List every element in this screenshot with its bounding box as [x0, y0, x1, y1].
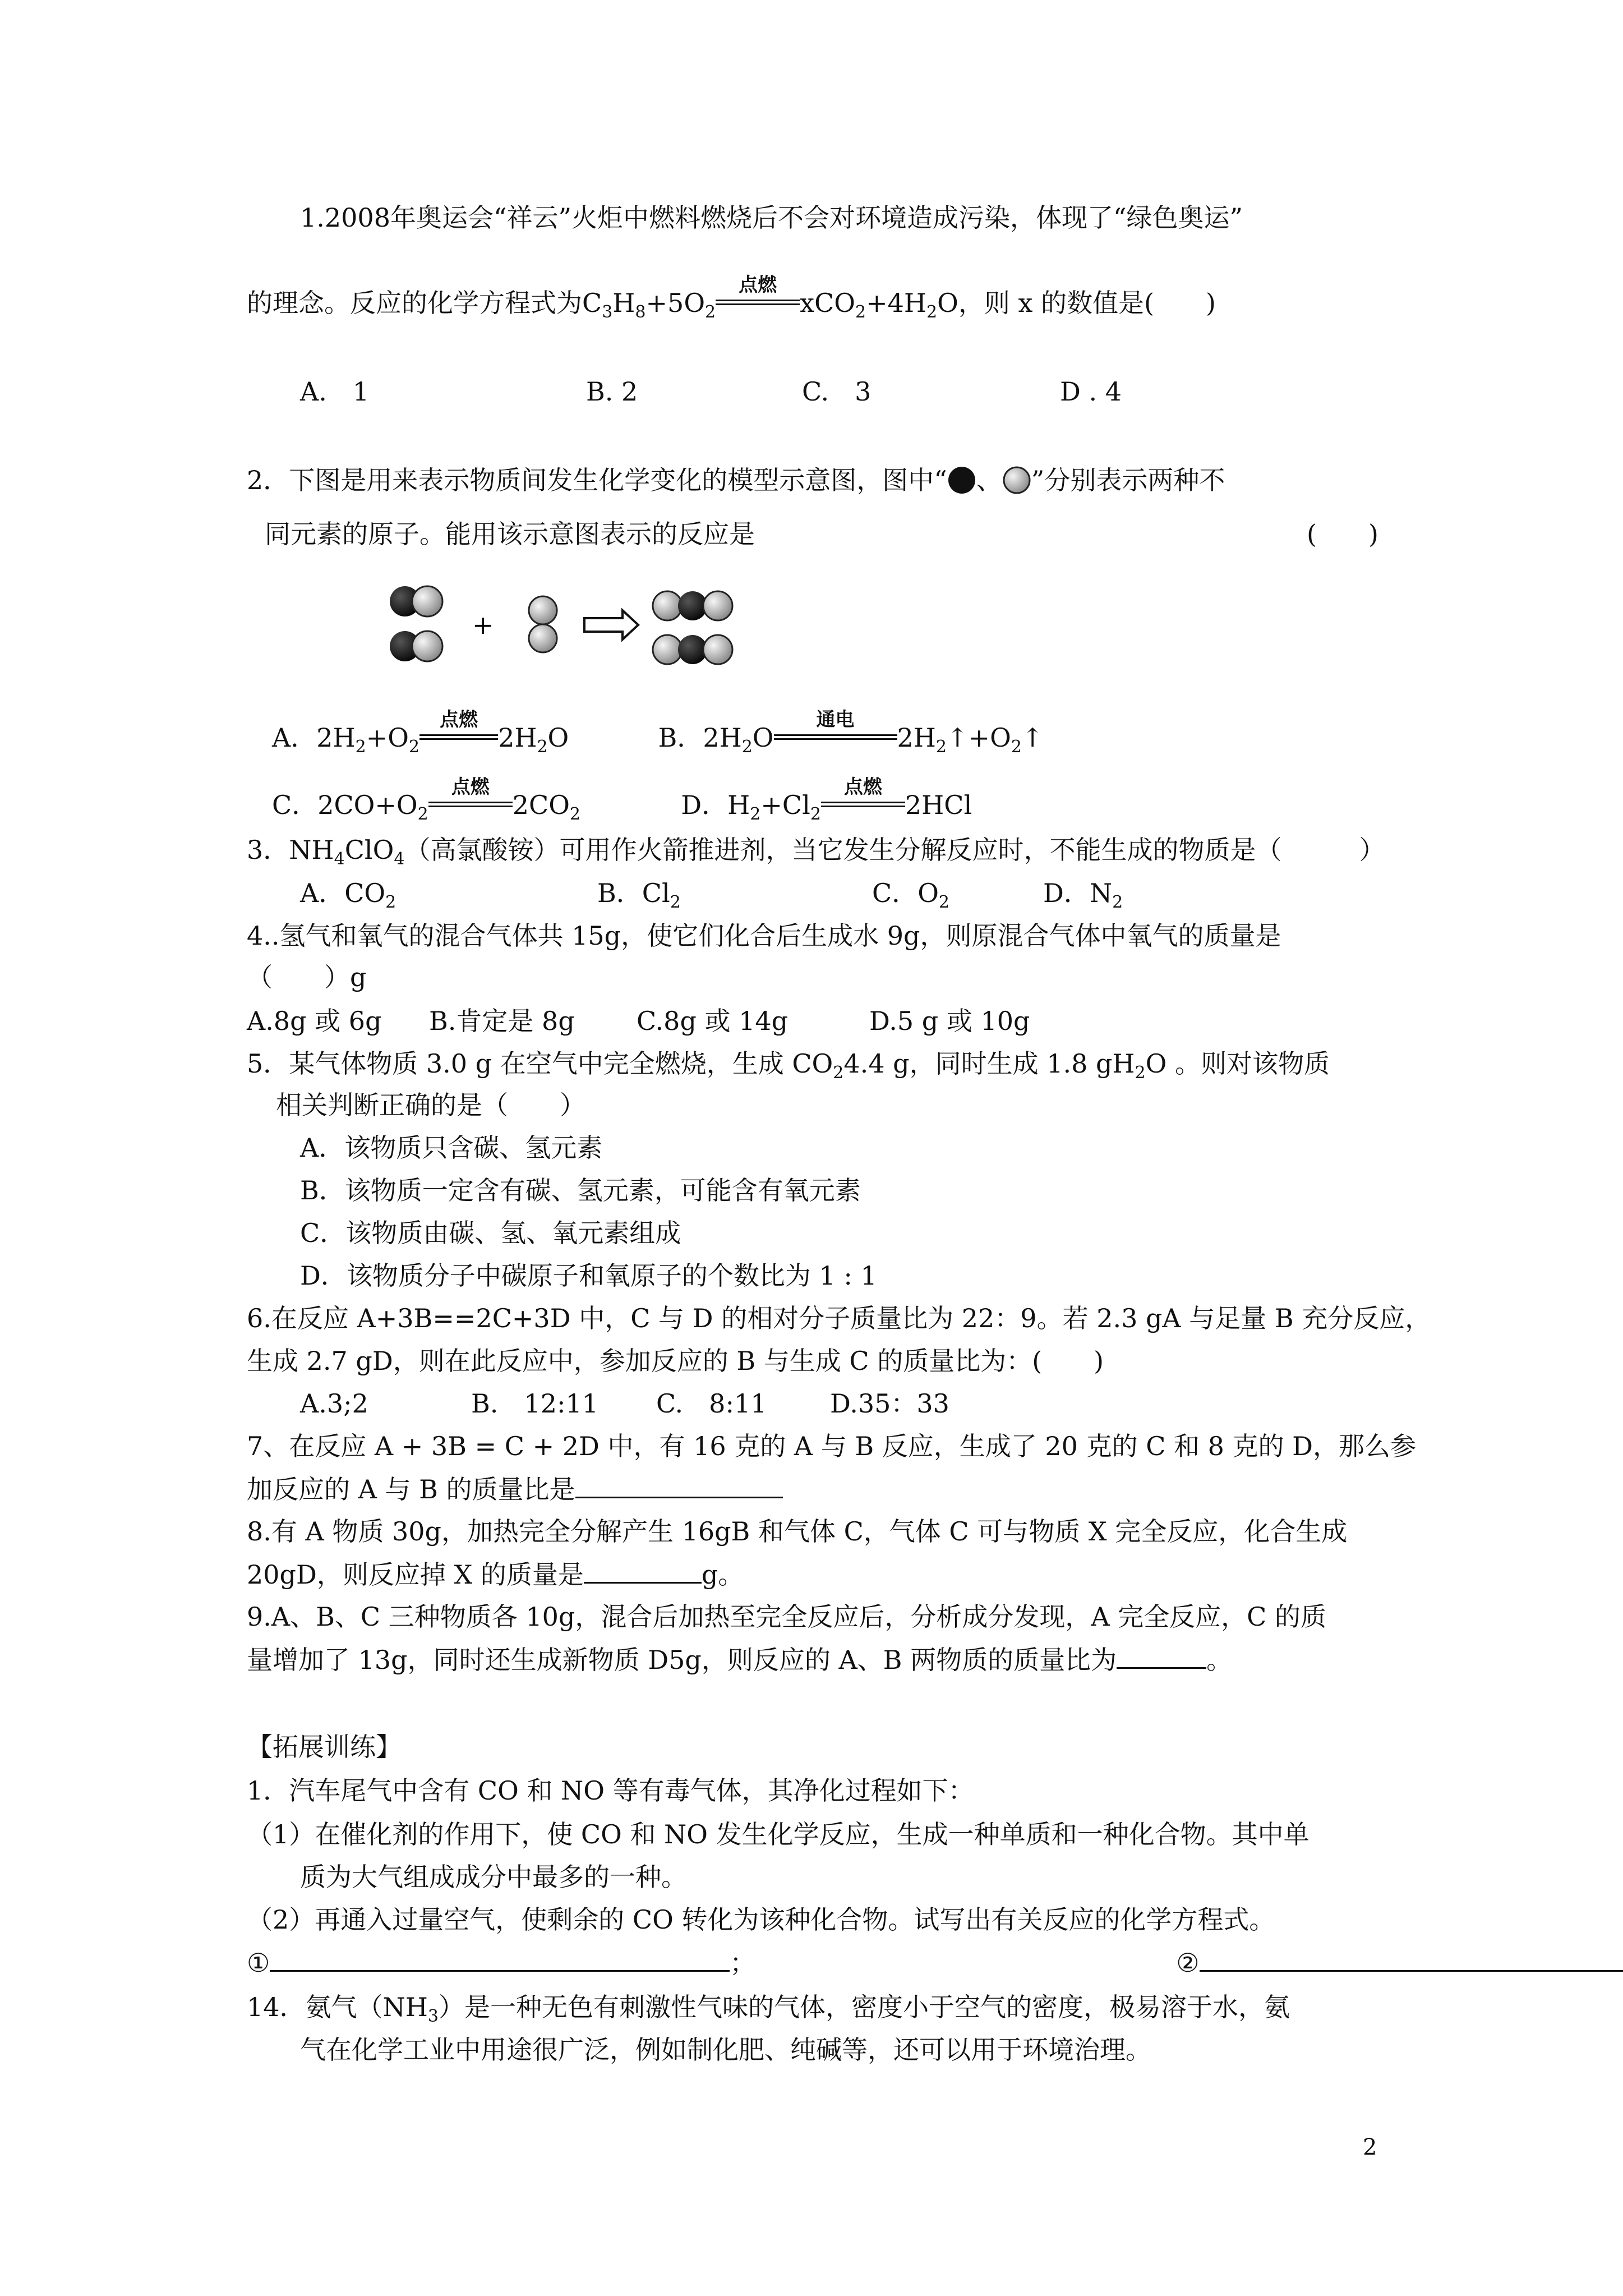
q3-option-a: A．$CO_2$ [300, 878, 396, 912]
q4-option-b: B.肯定是 8g [429, 1006, 575, 1036]
ext-q1-part1: （1）在催化剂的作用下，使 CO 和 NO 发生化学反应，生成一种单质和一种化合物。其中单 [247, 1819, 1310, 1849]
q4-option-d: D.5 g 或 10g [869, 1006, 1030, 1036]
product-molecule-1 [653, 591, 732, 620]
q2-options-cd [272, 776, 972, 831]
equation-blank-1[interactable] [270, 1945, 730, 1972]
black-atom-icon [947, 466, 976, 495]
ext-q1-intro: 1．汽车尾气中含有 CO 和 NO 等有毒气体，其净化过程如下： [247, 1775, 974, 1806]
q2-line1: 2．下图是用来表示物质间发生化学变化的模型示意图，图中“ 、 ”分别表示两种不 [247, 465, 1225, 495]
q3-question: 3．$NH_4ClO_4$（高氯酸铵）可用作火箭推进剂，当它发生分解反应时，不能生成的物质是（ ） [247, 835, 1385, 869]
q5-option-a: A．该物质只含碳、氢元素 [300, 1133, 603, 1163]
reaction-condition: 点燃 [716, 286, 800, 320]
q6-option-a: A.3;2 [300, 1388, 368, 1419]
q2-option-b: B．$2H_2O$ 通电 $2H_2↑+O_2↑$ [658, 708, 1044, 757]
q4-option-a: A.8g 或 6g [247, 1006, 382, 1036]
q5-line1: 5．某气体物质 3.0 g 在空气中完全燃烧，生成 $CO_24.4$ g，同时生成 1.8 $gH_2O$ 。则对该物质 [247, 1048, 1330, 1083]
q3-option-c: C．$O_2$ [872, 878, 950, 912]
q7-answer-blank[interactable] [575, 1472, 783, 1498]
q6-line2: 生成 2.7 gD，则在此反应中，参加反应的 B 与生成 C 的质量比为：( ) [247, 1346, 1104, 1376]
q1-option-a: A. 1 [300, 376, 370, 407]
q8-answer-blank[interactable] [584, 1557, 702, 1584]
reaction-arrow [584, 610, 638, 639]
q3-option-b: B．$Cl_2$ [597, 878, 681, 912]
reactant-molecule-3 [529, 596, 557, 652]
q14-line2: 气在化学工业中用途很广泛，例如制化肥、纯碱等，还可以用于环境治理。 [300, 2035, 1151, 2065]
q2-paren: ( ) [1307, 519, 1378, 549]
q2-option-a: A．$2H_2+O_2$ 点燃 $2H_2O$ [272, 708, 569, 757]
q2-option-c: C．$2CO+O_2$ 点燃 $2CO_2$ [272, 776, 581, 824]
q1-line1: 1.2008年奥运会“祥云”火炬中燃料燃烧后不会对环境造成污染，体现了“绿色奥运” [300, 203, 1243, 233]
grey-atom-icon [1002, 466, 1031, 495]
product-molecule-2 [653, 635, 732, 664]
q14-line1: 14．氨气$(NH_3)$是一种无色有刺激性气味的气体，密度小于空气的密度，极易溶于水，氨 [247, 1992, 1290, 2026]
page-number: 2 [1363, 2134, 1377, 2160]
plus-sign: + [472, 610, 494, 640]
reaction-model-diagram [387, 578, 780, 696]
reactant-molecule-1 [390, 586, 442, 616]
q6-option-b: B. 12:11 [471, 1388, 598, 1419]
q5-option-c: C．该物质由碳、氢、氧元素组成 [300, 1218, 681, 1248]
q9-answer-blank[interactable] [1117, 1642, 1206, 1669]
q5-option-d: D．该物质分子中碳原子和氧原子的个数比为 1 : 1 [300, 1260, 877, 1291]
q9-line2: 量增加了 13g，同时还生成新物质 D5g，则反应的 A、B 两物质的质量比为 。 [247, 1642, 1232, 1677]
q6-option-c: C. 8:11 [656, 1388, 767, 1419]
q6-line1: 6.在反应 A+3B==2C+3D 中，C 与 D 的相对分子质量比为 22：9。若 2.3 gA 与足量 B 充分反应， [247, 1303, 1431, 1333]
q8-line1: 8.有 A 物质 30g，加热完全分解产生 16gB 和气体 C，气体 C 可与物质 X 完全反应，化合生成 [247, 1516, 1348, 1547]
q2-options-ab [272, 708, 1044, 764]
q7-line2: 加反应的 A 与 B 的质量比是 [247, 1472, 783, 1506]
q2-option-d: D．$H_2+Cl_2$ 点燃 2HCl [681, 776, 972, 824]
ext-q1-part2: （2）再通入过量空气，使剩余的 CO 转化为该种化合物。试写出有关反应的化学方程式。 [247, 1904, 1275, 1935]
q7-line1: 7、在反应 A + 3B = C + 2D 中，有 16 克的 A 与 B 反应，生成了 20 克的 C 和 8 克的 D，那么参 [247, 1431, 1417, 1461]
q4-line1: 4..氢气和氧气的混合气体共 15g，使它们化合后生成水 9g，则原混合气体中氧气的质量是 [247, 921, 1281, 951]
q4-option-c: C.8g 或 14g [637, 1006, 789, 1036]
ext-answer-line: ① ； ② [247, 1945, 1623, 1980]
q9-line1: 9.A、B、C 三种物质各 10g，混合后加热至完全反应后，分析成分发现，A 完全反应，C 的质 [247, 1602, 1326, 1632]
q1-option-c: C. 3 [802, 376, 872, 407]
q8-line2: 20gD，则反应掉 X 的质量是 g。 [247, 1557, 744, 1591]
reactant-molecule-2 [390, 631, 442, 661]
extension-heading: 【拓展训练】 [247, 1732, 402, 1762]
q1-option-b: B. 2 [586, 376, 638, 407]
q5-line2: 相关判断正确的是（ ） [276, 1090, 585, 1120]
q1-option-d: D . 4 [1060, 376, 1122, 407]
q4-line2: （ ）g [247, 962, 367, 992]
q2-line2: 同元素的原子。能用该示意图表示的反应是 [265, 519, 755, 549]
equation-blank-2[interactable] [1200, 1945, 1623, 1972]
q5-option-b: B．该物质一定含有碳、氢元素，可能含有氧元素 [300, 1175, 861, 1205]
q6-option-d: D.35：33 [830, 1388, 949, 1419]
q3-option-d: D．$N_2$ [1043, 878, 1123, 912]
ext-q1-part1-cont: 质为大气组成成分中最多的一种。 [300, 1862, 687, 1892]
q1-equation-line: 的理念。反应的化学方程式为$C_3H_8+5O_2$ 点燃 $xCO_2+4H_2O$，则 x 的数值是( ) [247, 274, 1216, 322]
